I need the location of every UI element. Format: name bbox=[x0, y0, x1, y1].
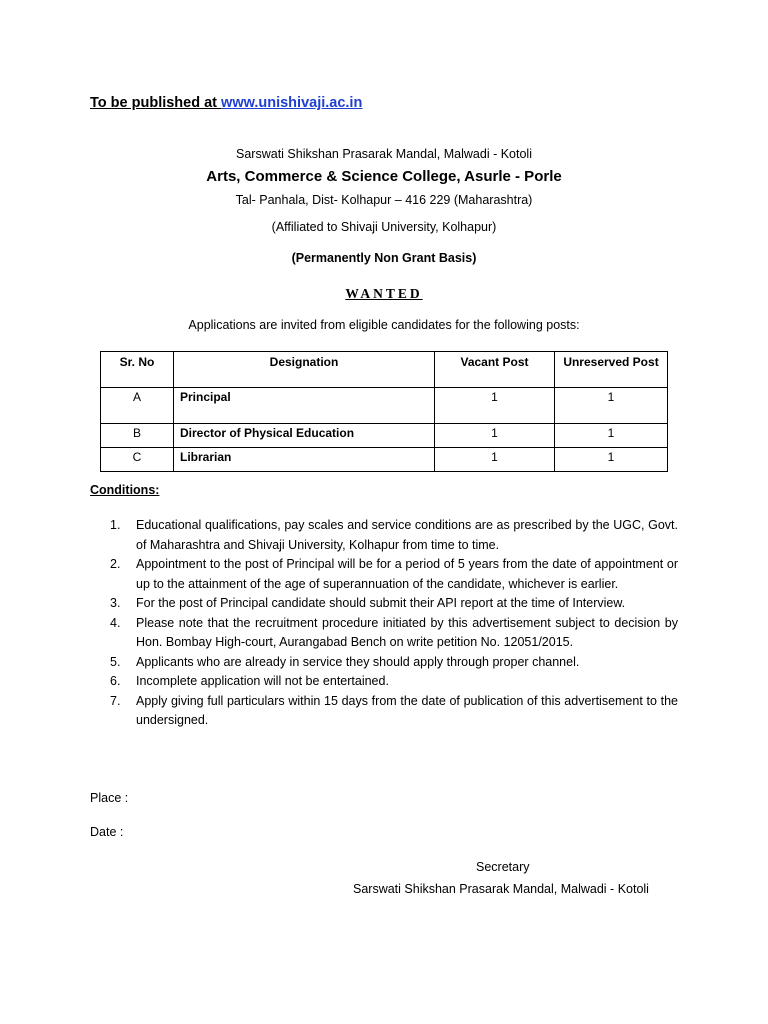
item-text: Appointment to the post of Principal will be for a period of 5 years from the date of appointment or up to the attainment of the age of superannuation of the candidate, whichever is earlier. bbox=[136, 557, 678, 591]
wanted-heading: WANTED bbox=[345, 286, 423, 301]
item-text: For the post of Principal candidate should submit their API report at the time of Interview. bbox=[136, 596, 626, 610]
table-row bbox=[101, 448, 668, 472]
signatory-title: Secretary bbox=[476, 860, 530, 874]
cell-sr: A bbox=[101, 388, 174, 424]
item-number: 1. bbox=[110, 518, 121, 532]
cell-designation: Principal bbox=[174, 388, 435, 424]
list-item bbox=[110, 672, 678, 692]
item-number: 2. bbox=[110, 557, 121, 571]
item-text: Educational qualifications, pay scales and service conditions are as prescribed by the UGC, Govt. of Maharashtra and Shivaji University, Kolhapur from time to time. bbox=[136, 518, 678, 552]
cell-unreserved: 1 bbox=[555, 424, 668, 448]
trust-name: Sarswati Shikshan Prasarak Mandal, Malwadi - Kotoli bbox=[236, 147, 532, 161]
item-number: 5. bbox=[110, 654, 121, 669]
list-item bbox=[110, 692, 678, 731]
intro-text: Applications are invited from eligible candidates for the following posts: bbox=[188, 318, 580, 332]
list-item bbox=[110, 653, 678, 673]
cell-vacant: 1 bbox=[435, 388, 555, 424]
list-item bbox=[110, 614, 678, 653]
item-number: 3. bbox=[110, 596, 121, 610]
item-text: Please note that the recruitment procedure initiated by this advertisement subject to decision by Hon. Bombay High-court, Aurangabad Bench on write petition No. 12051/2015. bbox=[136, 615, 678, 649]
list-item bbox=[110, 516, 678, 555]
affiliation: (Affiliated to Shivaji University, Kolhapur) bbox=[271, 220, 497, 234]
item-number: 6. bbox=[110, 674, 121, 688]
header-vacant-post: Vacant Post bbox=[435, 352, 555, 388]
cell-sr: B bbox=[101, 424, 174, 448]
item-text: Applicants who are already in service they should apply through proper channel. bbox=[136, 654, 580, 669]
posts-table bbox=[100, 351, 668, 472]
college-address: Tal- Panhala, Dist- Kolhapur – 416 229 (Maharashtra) bbox=[235, 193, 533, 207]
date-label: Date : bbox=[90, 825, 124, 839]
signatory-org: Sarswati Shikshan Prasarak Mandal, Malwadi - Kotoli bbox=[353, 882, 649, 896]
list-item bbox=[110, 555, 678, 594]
publish-notice bbox=[90, 95, 362, 111]
cell-designation: Librarian bbox=[174, 448, 435, 472]
place-label: Place : bbox=[90, 791, 129, 805]
college-name: Arts, Commerce & Science College, Asurle - Porle bbox=[206, 168, 562, 185]
website-link[interactable]: www.unishivaji.ac.in bbox=[221, 95, 363, 111]
table-row bbox=[101, 424, 668, 448]
item-number: 7. bbox=[110, 693, 121, 708]
grant-basis: (Permanently Non Grant Basis) bbox=[291, 251, 477, 265]
cell-unreserved: 1 bbox=[555, 388, 668, 424]
conditions-list bbox=[110, 516, 678, 731]
item-number: 4. bbox=[110, 615, 121, 630]
header-unreserved-post: Unreserved Post bbox=[555, 352, 668, 388]
cell-unreserved: 1 bbox=[555, 448, 668, 472]
cell-designation: Director of Physical Education bbox=[174, 424, 435, 448]
cell-vacant: 1 bbox=[435, 448, 555, 472]
header-designation: Designation bbox=[174, 352, 435, 388]
header-sr-no: Sr. No bbox=[101, 352, 174, 388]
cell-vacant: 1 bbox=[435, 424, 555, 448]
table-row bbox=[101, 388, 668, 424]
list-item bbox=[110, 594, 678, 614]
publish-prefix: To be published at bbox=[90, 95, 222, 111]
table-header-row bbox=[101, 352, 668, 388]
cell-sr: C bbox=[101, 448, 174, 472]
item-text: Incomplete application will not be entertained. bbox=[136, 674, 389, 688]
conditions-title: Conditions: bbox=[90, 483, 160, 497]
item-text: Apply giving full particulars within 15 days from the date of publication of this advertisement to the undersigned. bbox=[136, 693, 678, 727]
